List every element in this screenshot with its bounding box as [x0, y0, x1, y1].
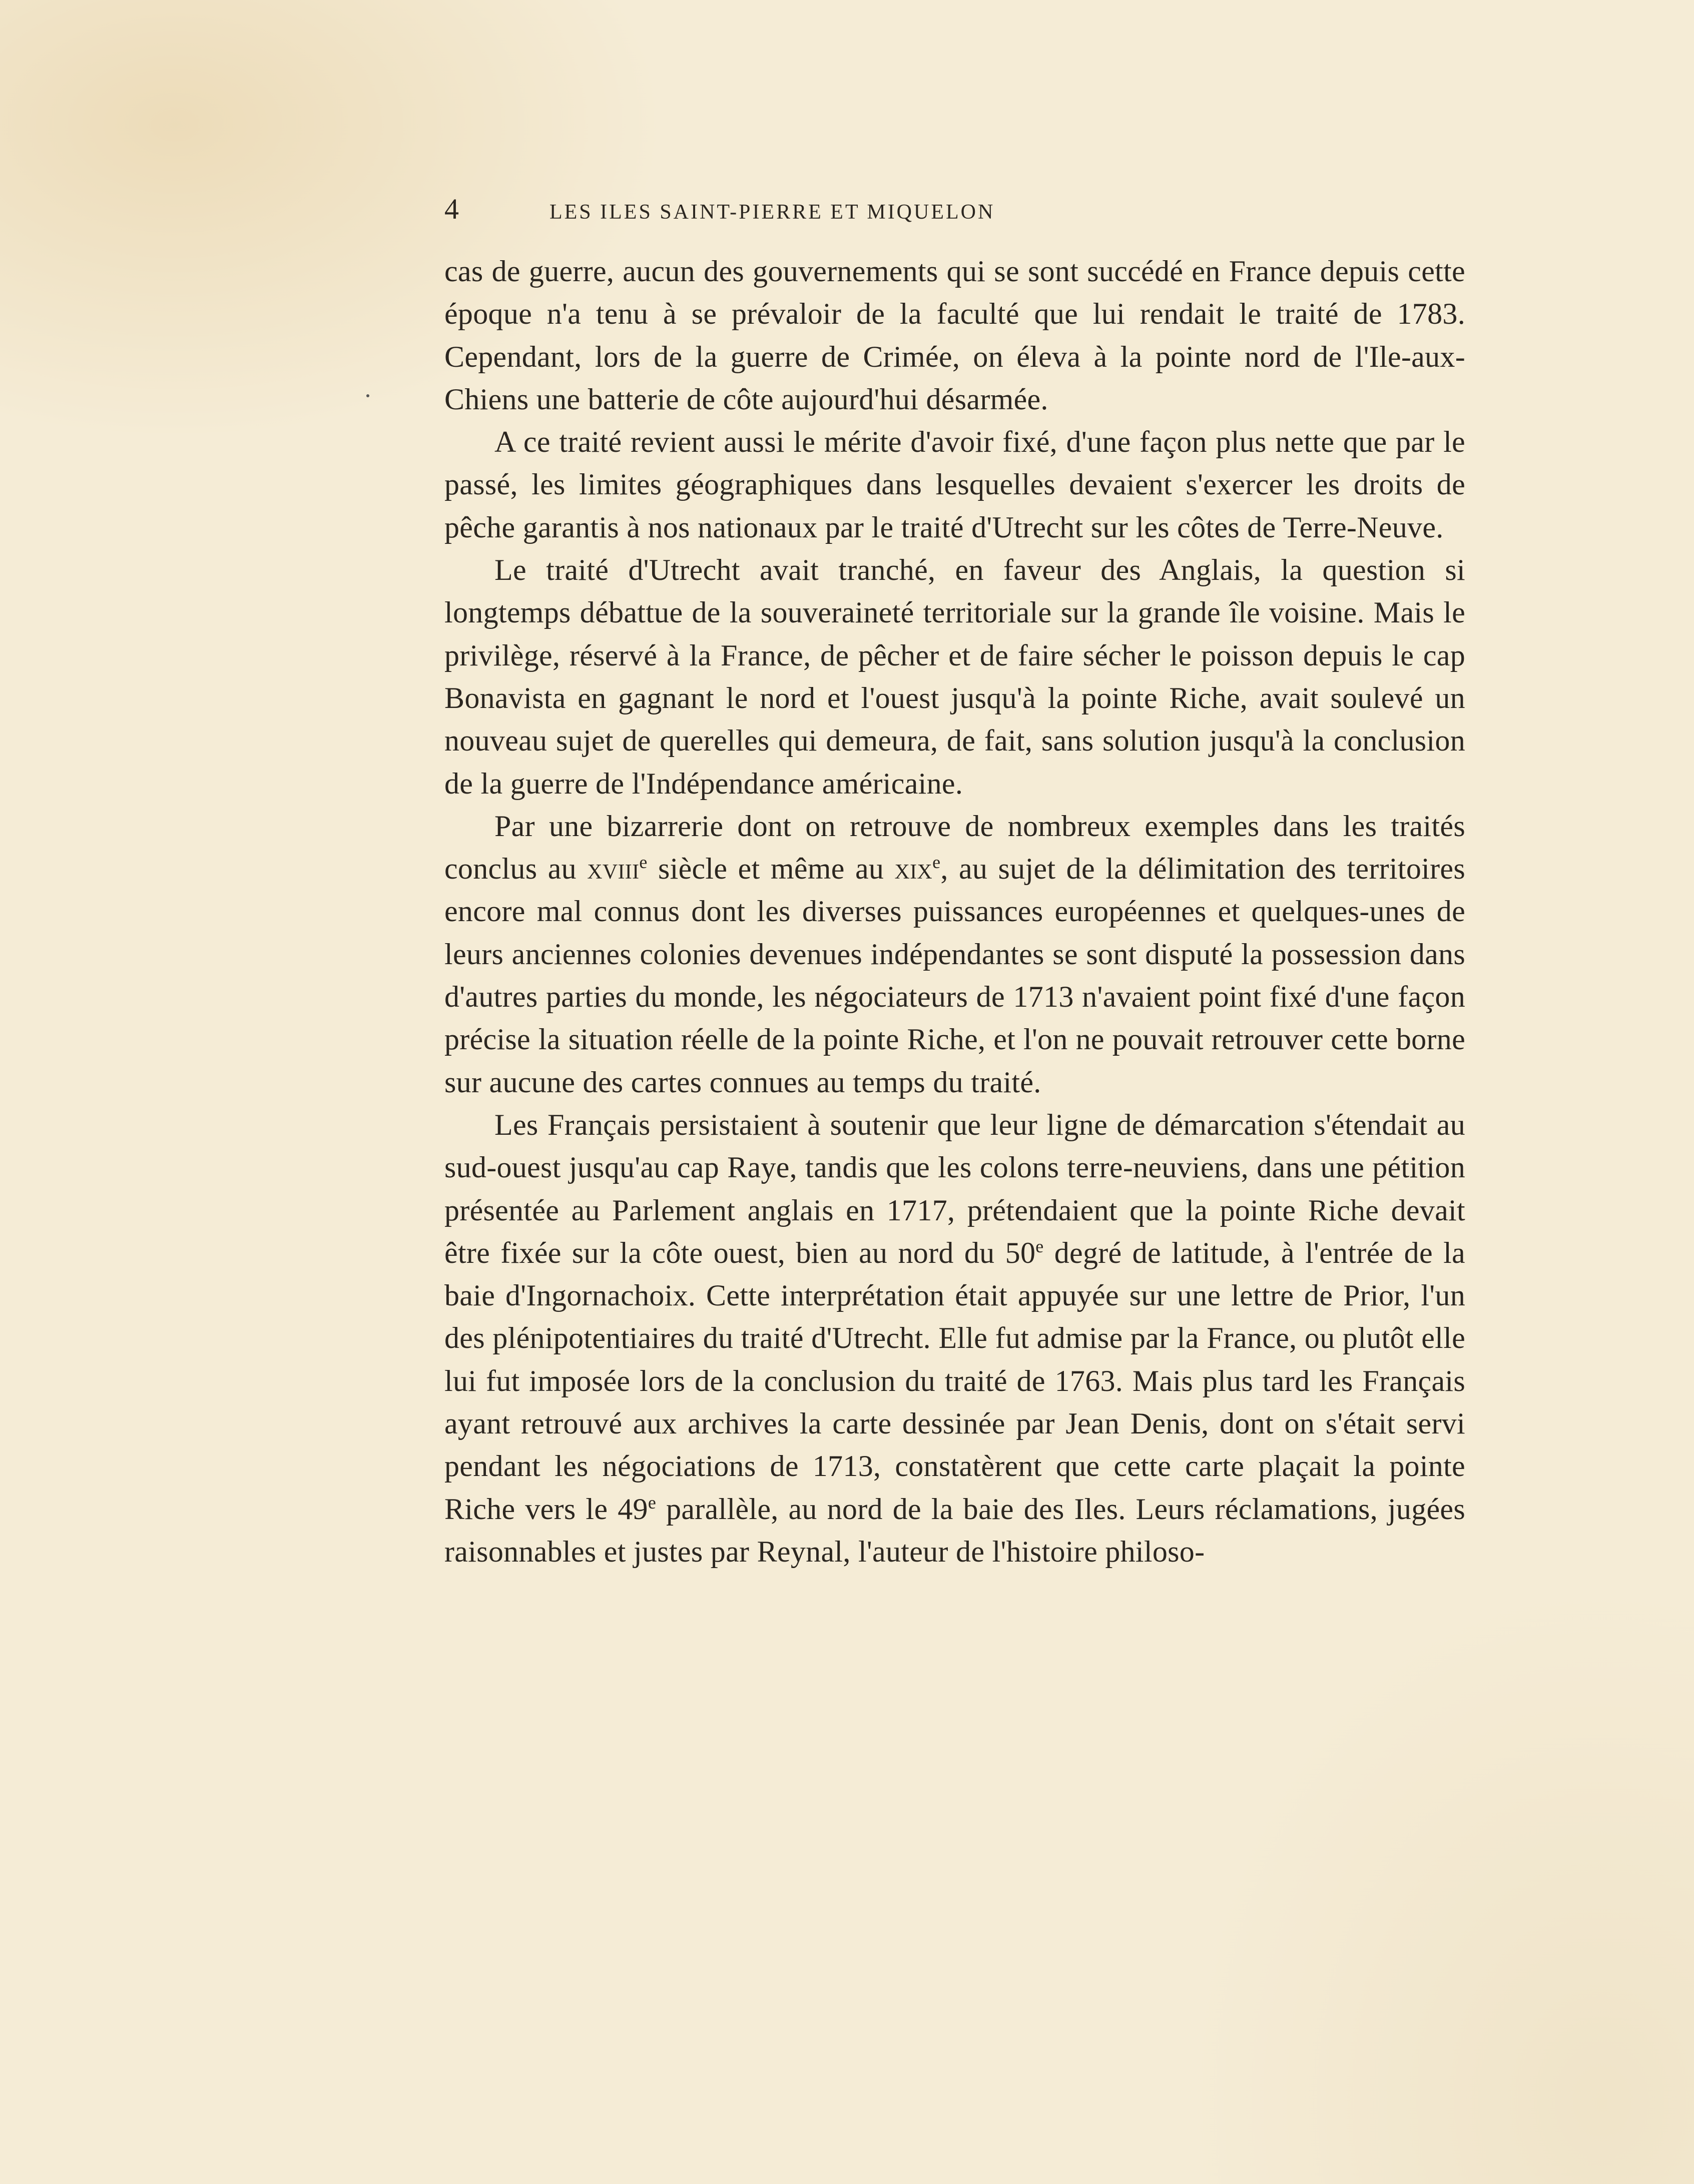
century-19: xix — [894, 852, 933, 886]
running-title: LES ILES SAINT-PIERRE ET MIQUELON — [549, 201, 995, 224]
superscript-e: e — [639, 852, 648, 873]
running-header — [444, 189, 1198, 229]
paragraph-3: Le traité d'Utrecht avait tranché, en faveur des Anglais, la question si longtemps débattue de la souveraineté territoriale sur la grande île voisine. Mais le privilège, réservé à la France, de pêcher et de faire sécher le poisson depuis le cap Bonavista en gagnant le nord et l'ouest jusqu'à la pointe Riche, avait soulevé un nouveau sujet de querelles qui demeura, de fait, sans solution jusqu'à la conclusion de la guerre de l'Indépendance américaine. — [444, 553, 1465, 800]
paragraph-5 — [444, 1104, 1465, 1573]
paragraph-4-part-1: Par une bizarrerie dont on retrouve de nombreux exemples dans les traités conclus au — [444, 809, 1465, 886]
century-18: xviii — [587, 852, 640, 886]
paragraph-2: A ce traité revient aussi le mérite d'avoir fixé, d'une façon plus nette que par le passé, les limites géographiques dans lesquelles devaient s'exercer les droits de pêche garantis à nos nationaux par le traité d'Utrecht sur les côtes de Terre-Neuve. — [444, 425, 1465, 544]
superscript-e: e — [648, 1492, 657, 1513]
paragraph-4-part-3: , au sujet de la délimitation des territoires encore mal connus dont les diverses puissances européennes et quelques-unes de leurs anciennes colonies devenues indépendantes se sont disputé la possession dans d'autres parties du monde, les négociateurs de 1713 n'avaient point fixé d'une façon précise la situation réelle de la pointe Riche, et l'on ne pouvait retrouver cette borne sur aucune des cartes connues au temps du traité. — [444, 852, 1465, 1099]
margin-mark — [366, 394, 369, 397]
paragraph-4 — [444, 805, 1465, 1104]
paragraph-1: cas de guerre, aucun des gouvernements qui se sont succédé en France depuis cette époque n'a tenu à se prévaloir de la faculté que lui rendait le traité de 1783. Cependant, lors de la guerre de Crimée, on éleva à la pointe nord de l'Ile-aux-Chiens une batterie de côte aujourd'hui désarmée. — [444, 255, 1465, 416]
page-number: 4 — [444, 193, 459, 225]
superscript-e: e — [1035, 1236, 1044, 1256]
paragraph-4-part-2: siècle et même au — [647, 852, 895, 886]
paragraph-5-part-3: parallèle, au nord de la baie des Iles. Leurs réclamations, jugées raisonnables et justes par Reynal, l'auteur de l'histoire philoso- — [444, 1492, 1466, 1568]
superscript-e: e — [932, 852, 941, 873]
body-text — [444, 250, 1465, 1573]
paragraph-5-part-2: degré de latitude, à l'entrée de la baie d'Ingornachoix. Cette interprétation était appuyée sur une lettre de Prior, l'un des plénipotentiaires du traité d'Utrecht. Elle fut admise par la France, ou plutôt elle lui fut imposée lors de la conclusion du traité de 1763. Mais plus tard les Français ayant retrouvé aux archives la carte dessinée par Jean Denis, dont on s'était servi pendant les négociations de 1713, constatèrent que cette carte plaçait la pointe Riche vers le 49 — [444, 1236, 1465, 1526]
paragraph-5-part-1: Les Français persistaient à soutenir que leur ligne de démarcation s'étendait au sud-ouest jusqu'au cap Raye, tandis que les colons terre-neuviens, dans une pétition présentée au Parlement anglais en 1717, prétendaient que la pointe Riche devait être fixée sur la côte ouest, bien au nord du 50 — [444, 1108, 1465, 1269]
